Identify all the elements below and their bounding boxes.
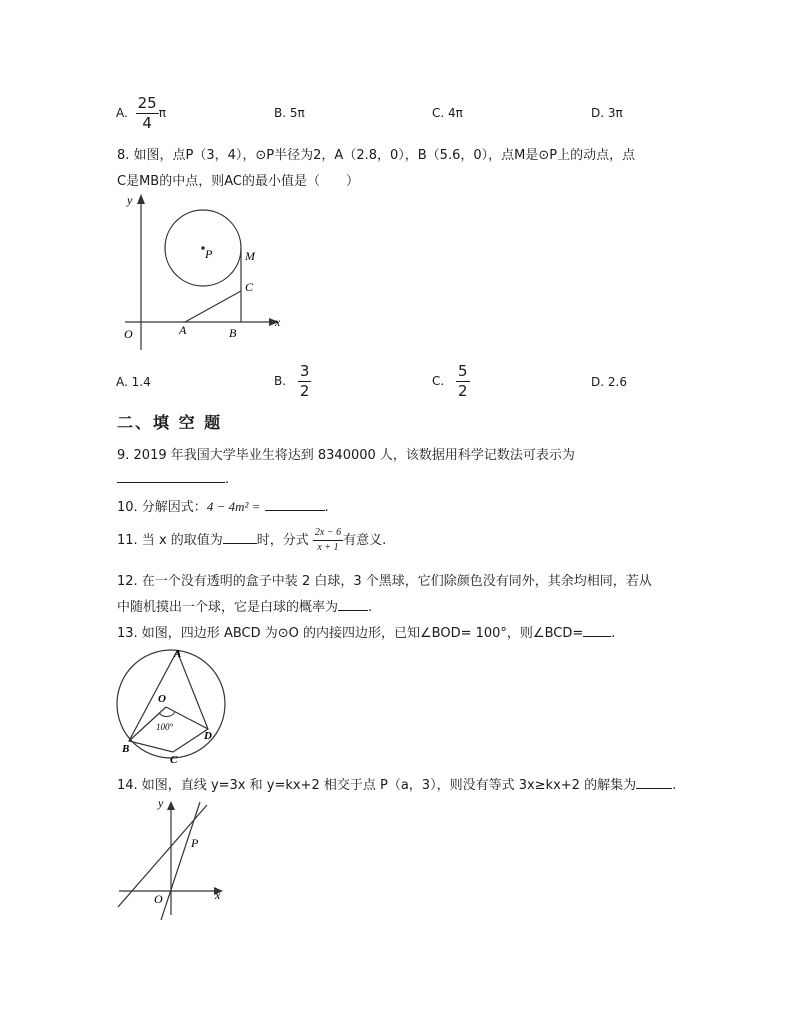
q12-text-line1: 12. 在一个没有透明的盒子中装 2 白球，3 个黑球，它们除颜色没有同外，其余均相同，若从 [117, 574, 652, 589]
q13-figure [112, 642, 227, 767]
q8-option-b-fraction: $\frac{3}{2}$ [299, 362, 310, 400]
q14-label-y: y [158, 796, 164, 810]
q8-label-y: y [127, 193, 133, 207]
q10-text: 10. 分解因式：4 − 4m² = . [117, 499, 329, 515]
q14-label-o: O [154, 892, 163, 906]
q7-option-a-fraction: $\frac{25}{4}$ [137, 94, 157, 132]
q8-label-a: A [179, 323, 187, 337]
q9-answer-line: . [117, 470, 229, 487]
q8-label-c: C [245, 280, 254, 294]
q8-option-c: C. $\frac{5}{2}$ [432, 362, 468, 400]
q13-blank[interactable] [583, 624, 611, 637]
q13-label-d: D [204, 730, 212, 742]
q8-text-line2: C是MB的中点，则AC的最小值是（ ） [117, 174, 359, 189]
q13-label-c: C [170, 754, 178, 766]
q8-option-d: D. 2.6 [591, 375, 627, 389]
q11-blank[interactable] [223, 531, 257, 544]
q14-label-p: P [191, 836, 199, 850]
q13-label-o: O [158, 693, 166, 705]
q13-label-b: B [122, 743, 130, 755]
q8-text-line1: 8. 如图，点P（3，4），⊙P半径为2，A（2.8，0），B（5.6，0），点M是⊙P上的动点，点 [117, 148, 636, 163]
q14-text: 14. 如图，直线 y=3x 和 y=kx+2 相交于点 P（a，3），则没有等式 3x≥kx+2 的解集为 . [117, 778, 677, 793]
q7-option-b: B. 5π [274, 106, 305, 120]
q8-label-m: M [245, 249, 255, 263]
q14-blank[interactable] [636, 776, 672, 789]
q14-label-x: x [215, 888, 221, 902]
q13-text: 13. 如图，四边形 ABCD 为⊙O 的内接四边形，已知∠BOD= 100°，则∠BCD= . [117, 626, 616, 641]
q11-text: 11. 当 x 的取值为 时，分式 $\frac{2x - 6}{x + 1}$ 有意义. [117, 527, 387, 553]
q8-label-x: x [275, 315, 281, 329]
q13-label-a: A [174, 648, 182, 660]
q7-option-d: D. 3π [591, 106, 623, 120]
q11-fraction: $\frac{2x - 6}{x + 1}$ [314, 527, 342, 553]
q9-blank[interactable] [117, 470, 225, 483]
section-heading: 二、填 空 题 [117, 413, 223, 432]
q8-label-p: P [205, 247, 213, 261]
q8-label-b: B [229, 326, 237, 340]
q8-option-c-fraction: $\frac{5}{2}$ [458, 362, 468, 400]
q8-label-o: O [124, 327, 133, 341]
q8-figure [115, 190, 290, 350]
q7-option-a: A. $\frac{25}{4}$ π [116, 94, 166, 132]
q8-option-b: B. $\frac{3}{2}$ [274, 362, 310, 400]
q12-text-line2: 中随机摸出一个球，它是白球的概率为 . [117, 600, 373, 615]
q9-text: 9. 2019 年我国大学毕业生将达到 8340000 人，该数据用科学记数法可表示为 [117, 448, 575, 463]
q13-label-angle: 100° [156, 722, 174, 732]
q10-blank[interactable] [265, 498, 325, 511]
q14-figure [115, 795, 227, 920]
q7-option-c: C. 4π [432, 106, 463, 120]
q8-option-a: A. 1.4 [116, 375, 151, 389]
q12-blank[interactable] [338, 598, 368, 611]
